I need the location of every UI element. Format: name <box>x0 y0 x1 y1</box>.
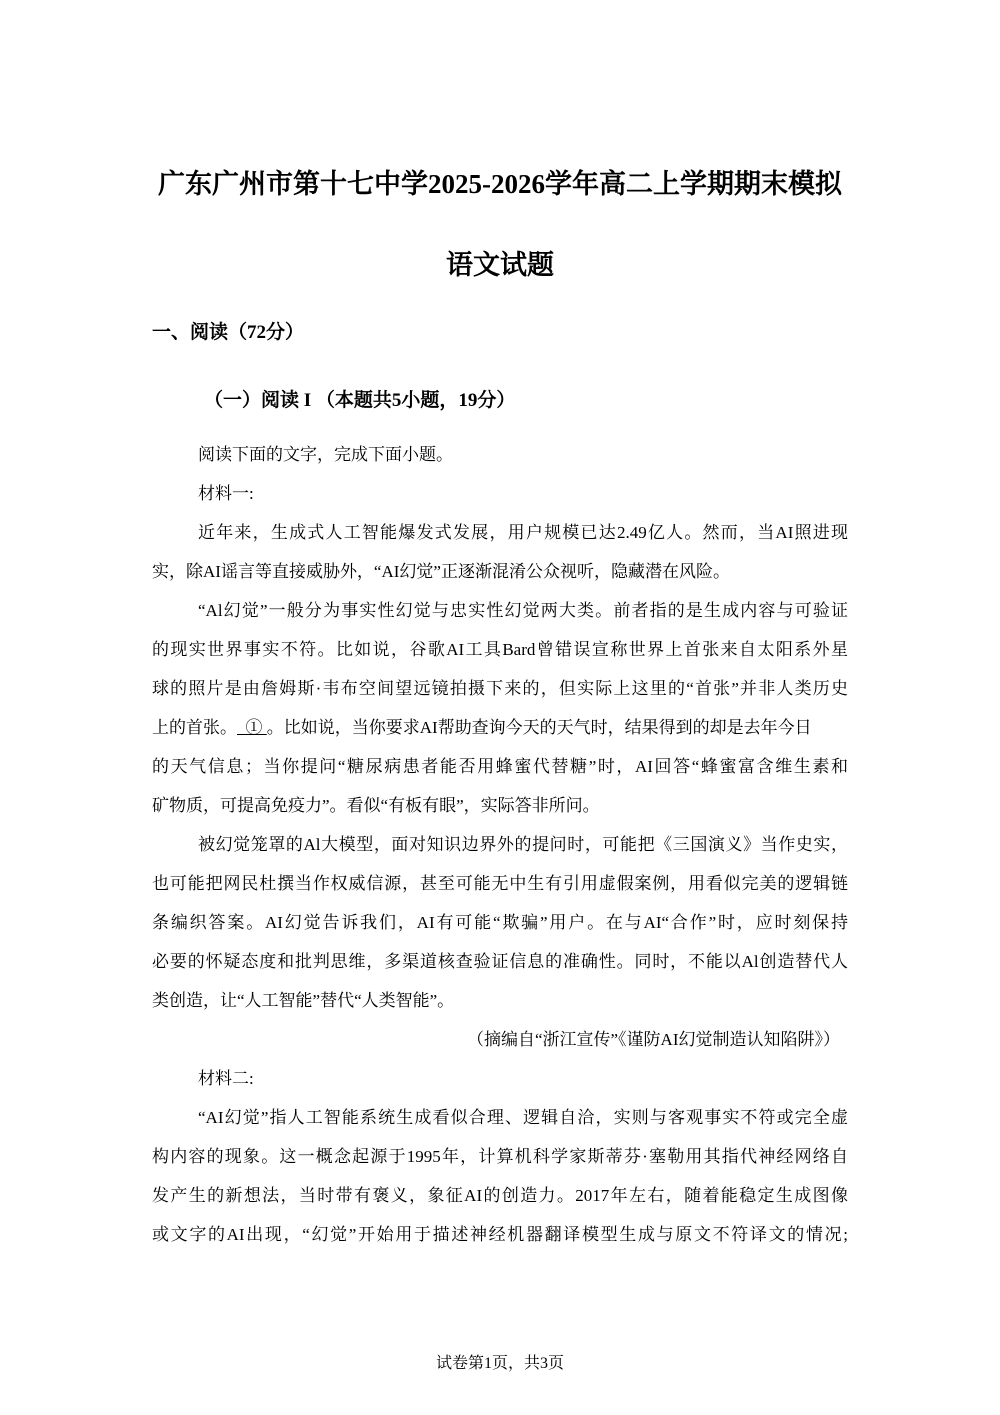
answer-blank-1-number: ① <box>245 718 263 737</box>
paragraph-3-line: 类创造，让“人工智能”替代“人类智能”。 <box>152 991 455 1010</box>
paragraph-2-line: 的现实世界事实不符。比如说，谷歌AI工具Bard曾错误宣称世界上首张来自太阳系外星 <box>152 640 848 659</box>
paragraph-3-line: 必要的怀疑态度和批判思维，多渠道核查验证信息的准确性。同时，不能以Al创造替代人 <box>152 952 848 971</box>
material-1-label: 材料一: <box>198 484 254 503</box>
material-2-label: 材料二: <box>198 1069 254 1088</box>
paragraph-3-line: 被幻觉笼罩的Al大模型，面对知识边界外的提问时，可能把《三国演义》当作史实， <box>198 835 848 854</box>
exam-title-line1: 广东广州市第十七中学2025-2026学年高二上学期期末模拟 <box>158 169 842 199</box>
paragraph-2-line-with-blank <box>152 713 848 743</box>
exam-title-line2: 语文试题 <box>446 250 554 280</box>
paragraph-4-line: 发产生的新想法，当时带有褒义，象征AI的创造力。2017年左右，随着能稳定生成图像 <box>152 1186 848 1205</box>
paragraph-4-line: 或文字的AI出现，“幻觉”开始用于描述神经机器翻译模型生成与原文不符译文的情况; <box>152 1225 848 1244</box>
paragraph-2-line: 球的照片是由詹姆斯·韦布空间望远镜拍摄下来的，但实际上这里的“首张”并非人类历史 <box>152 679 848 698</box>
paragraph-2-line: 矿物质，可提高免疫力”。看似“有板有眼”，实际答非所问。 <box>152 796 600 815</box>
subsection-heading-reading-1: （一）阅读 I （本题共5小题，19分） <box>204 390 516 411</box>
paragraph-2-text-after-blank: 。比如说，当你要求AI帮助查询今天的天气时，结果得到的却是去年今日 <box>266 718 812 737</box>
paragraph-1-line: 实，除AI谣言等直接威胁外，“AI幻觉”正逐渐混淆公众视听，隐藏潜在风险。 <box>152 562 730 581</box>
section-heading-reading: 一、阅读（72分） <box>152 322 305 343</box>
paragraph-2-line: “Al幻觉”一般分为事实性幻觉与忠实性幻觉两大类。前者指的是生成内容与可验证 <box>198 601 848 620</box>
material-1-source: （摘编自“浙江宣传”《谨防AI幻觉制造认知陷阱》） <box>466 1030 840 1049</box>
paragraph-2-text-before-blank: 上的首张。 <box>152 718 237 737</box>
reading-instruction: 阅读下面的文字，完成下面小题。 <box>198 445 453 464</box>
paragraph-4-line: “AI幻觉”指人工智能系统生成看似合理、逻辑自洽，实则与客观事实不符或完全虚 <box>198 1108 848 1127</box>
paragraph-1-line: 近年来，生成式人工智能爆发式发展，用户规模已达2.49亿人。然而，当AI照进现 <box>198 523 848 542</box>
paragraph-2-line: 的天气信息；当你提问“糖尿病患者能否用蜂蜜代替糖”时，AI回答“蜂蜜富含维生素和 <box>152 757 848 776</box>
paragraph-3-line: 条编织答案。AI幻觉告诉我们，AI有可能“欺骗”用户。在与AI“合作”时，应时刻保持 <box>152 913 848 932</box>
paragraph-4-line: 构内容的现象。这一概念起源于1995年，计算机科学家斯蒂芬·塞勒用其指代神经网络自 <box>152 1147 848 1166</box>
paragraph-3-line: 也可能把网民杜撰当作权威信源，甚至可能无中生有引用虚假案例，用看似完美的逻辑链 <box>152 874 848 893</box>
answer-blank-1[interactable] <box>237 718 267 737</box>
page-footer: 试卷第1页，共3页 <box>435 1355 564 1372</box>
